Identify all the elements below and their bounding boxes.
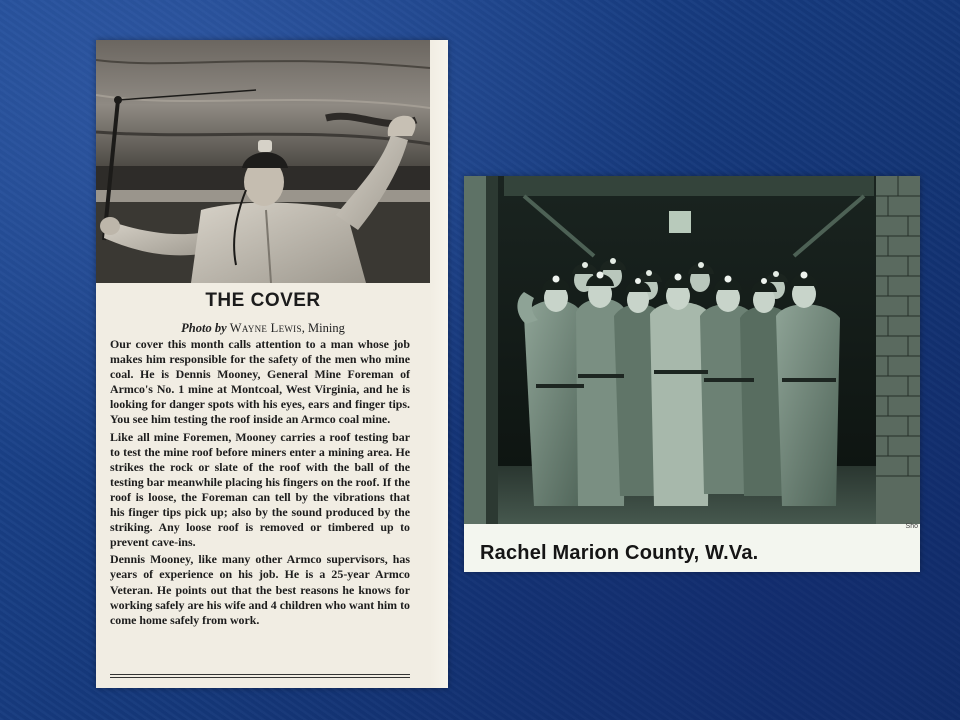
article-paragraph: Like all mine Foremen, Mooney carries a roof testing bar to test the mine roof before miners enter a mining area. He strikes the rock or slate of the roof with the ball of the testing bar meanwhile placing his fingers on the roof. If the roof is loose, the Foreman can tell by the vibrations that his finger tips pick up; also by the sound produced by the striking. Any loose roof is removed or timbered up to prevent cave-ins. <box>110 429 410 550</box>
photo-caption: Rachel Marion County, W.Va. <box>480 542 759 564</box>
miners-group-photo <box>464 176 920 524</box>
article-title: THE COVER <box>205 290 321 311</box>
photo-credit-label: Photo by <box>181 321 227 335</box>
photo-credit <box>96 321 430 336</box>
cover-photo-foreman-testing-roof <box>96 40 430 283</box>
article-paragraph: Our cover this month calls attention to a man whose job makes him responsible for the safety of the men who mine coal. He is Dennis Mooney, General Mine Foreman of Armco's No. 1 mine at Montcoal, West Virginia, and he is looking for danger spots with his eyes, ears and finger tips. You see him testing the roof inside an Armco coal mine. <box>110 337 410 427</box>
article-bottom-rule <box>110 674 410 678</box>
photo-credit-name: Wayne Lewis <box>229 321 302 335</box>
photo-corner-mark: Sho <box>905 523 918 530</box>
miners-photo-card <box>464 176 920 572</box>
clipping-margin <box>430 40 448 688</box>
article-body <box>110 337 410 630</box>
article-paragraph: Dennis Mooney, like many other Armco supervisors, has years of experience on his job. He is a 25-year Armco Veteran. He points out that the best reasons he knows for working safely are his wife and 4 children who want him to come home safely from work. <box>110 552 410 627</box>
photo-credit-dept: , Mining <box>301 321 345 335</box>
cover-article-clipping <box>96 40 448 688</box>
